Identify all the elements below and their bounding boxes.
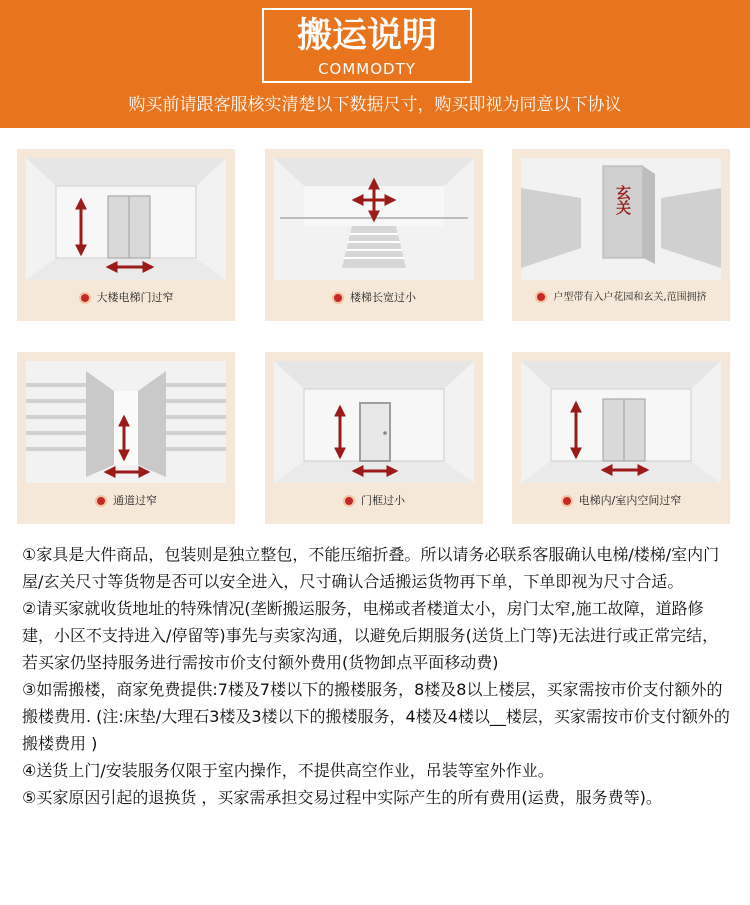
note-paragraph: ③如需搬楼，商家免费提供:7楼及7楼以下的搬楼服务，8楼及8以上楼层，买家需按市价支付额外的搬楼费用. (注:床垫/大理石3楼及3楼以下的搬楼服务，4楼及4楼以__楼层，买家需按市价支付额外的搬楼费用 )	[22, 680, 730, 753]
card-elevator-interior	[512, 352, 730, 524]
card-caption: 电梯内/室内空间过窄	[512, 490, 730, 512]
card-door-frame	[265, 352, 483, 524]
card-image	[26, 361, 226, 483]
bullet-icon	[561, 495, 573, 507]
card-staircase	[265, 149, 483, 321]
card-entrance-hall	[512, 149, 730, 321]
bullet-icon	[95, 495, 107, 507]
note-paragraph: ⑤买家原因引起的退换货 ，买家需承担交易过程中实际产生的所有费用(运费，服务费等)。	[22, 788, 662, 807]
card-caption: 门框过小	[265, 490, 483, 512]
door-frame-icon	[274, 361, 474, 483]
page-subtitle: COMMODTY	[318, 60, 416, 78]
note-paragraph: ①家具是大件商品，包装则是独立整包，不能压缩折叠。所以请务必联系客服确认电梯/楼梯/室内门屋/玄关尺寸等货物是否可以安全进入，尺寸确认合适搬运货物再下单，下单即视为尺寸合适。	[22, 545, 720, 591]
elevator-door-icon	[26, 158, 226, 280]
terms-notes	[22, 541, 732, 811]
card-image	[274, 361, 474, 483]
bullet-icon	[535, 291, 547, 303]
staircase-icon	[274, 158, 474, 280]
card-image	[521, 361, 721, 483]
title-box	[262, 8, 472, 83]
header-banner	[0, 0, 750, 128]
purchase-notice: 购买前请跟客服核实清楚以下数据尺寸，购买即视为同意以下协议	[128, 95, 622, 115]
card-caption: 大楼电梯门过窄	[17, 287, 235, 309]
card-narrow-passage	[17, 352, 235, 524]
note-paragraph: ④送货上门/安装服务仅限于室内操作，不提供高空作业，吊装等室外作业。	[22, 761, 554, 780]
card-image	[274, 158, 474, 280]
entrance-hall-icon	[521, 158, 721, 280]
bullet-icon	[343, 495, 355, 507]
card-image	[521, 158, 721, 280]
bullet-icon	[79, 292, 91, 304]
note-paragraph: ②请买家就收货地址的特殊情况(垄断搬运服务，电梯或者楼道太小，房门太窄,施工故障，道路修建，小区不支持进入/停留等)事先与卖家沟通，以避免后期服务(送货上门等)无法进行或正常完结，若买家仍坚持服务进行需按市价支付额外费用(货物卸点平面移动费)	[22, 599, 719, 672]
entrance-sign: 玄关	[614, 185, 632, 215]
card-caption: 户型带有入户花园和玄关,范围拥挤	[512, 287, 730, 309]
bullet-icon	[332, 292, 344, 304]
card-caption: 通道过窄	[17, 490, 235, 512]
elevator-interior-icon	[521, 361, 721, 483]
page-title: 搬运说明	[296, 16, 437, 56]
narrow-passage-icon	[26, 361, 226, 483]
card-image	[26, 158, 226, 280]
card-caption: 楼梯长宽过小	[265, 287, 483, 309]
card-elevator-door	[17, 149, 235, 321]
